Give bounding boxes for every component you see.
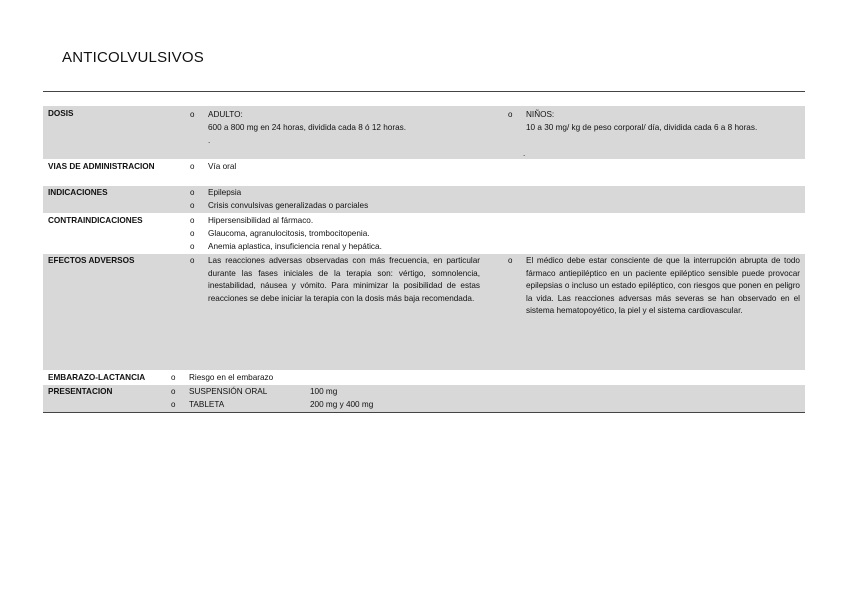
bullet-marker: o	[190, 216, 195, 225]
row-label-embarazo: EMBARAZO-LACTANCIA	[48, 373, 146, 382]
presentation-dose: 100 mg	[310, 387, 338, 396]
bullet-marker: o	[190, 229, 195, 238]
table-row-embarazo	[43, 370, 805, 385]
bullet-marker: o	[190, 201, 195, 210]
table-row-efectos	[43, 253, 805, 371]
child-dose-dot: .	[523, 149, 526, 158]
page-title: ANTICOLVULSIVOS	[62, 49, 204, 66]
bullet-marker: o	[508, 110, 513, 119]
adverse-effects-right: El médico debe estar consciente de que la interrupción abrupta de todo fármaco antiepiléptico en un paciente epiléptico sensible puede provocar epilepsias o incluso un estado epiléptico, con riesgos que ponen en peligro la vida. Las reacciones adversas más severas se han observado en el sistema hematopoyético, la piel y el sistema cardiovascular.	[526, 256, 800, 315]
adverse-effects-left: Las reacciones adversas observadas con más frecuencia, en particular durante las fases iniciales de la terapia son: vértigo, somnolencia, inestabilidad, náusea y vómito. Para minimizar la posibilidad de estas reacciones se debe iniciar la terapia con la dosis más baja recomendada.	[208, 256, 480, 303]
bullet-marker: o	[190, 242, 195, 251]
child-dose-heading: NIÑOS:	[526, 110, 555, 119]
row-label-efectos: EFECTOS ADVERSOS	[48, 256, 135, 265]
presentation-dose: 200 mg y 400 mg	[310, 400, 374, 409]
route-item: Vía oral	[208, 162, 237, 171]
table-row-presentacion	[43, 384, 805, 413]
row-label-vias: VIAS DE ADMINISTRACION	[48, 162, 155, 171]
presentation-name: SUSPENSIÓN ORAL	[189, 387, 268, 396]
row-label-contraindicaciones: CONTRAINDICACIONES	[48, 216, 143, 225]
contraindication-item: Anemia aplastica, insuficiencia renal y hepática.	[208, 242, 382, 251]
contraindication-item: Hipersensibilidad al fármaco.	[208, 216, 314, 225]
contraindication-item: Glaucoma, agranulocitosis, trombocitopenia.	[208, 229, 370, 238]
table-row-indicaciones	[43, 185, 805, 213]
table-top-rule	[43, 91, 805, 92]
row-label-dosis: DOSIS	[48, 109, 74, 118]
presentation-name: TABLETA	[189, 400, 225, 409]
adult-dose-text: 600 a 800 mg en 24 horas, dividida cada 8 ó 12 horas.	[208, 123, 407, 132]
row-label-presentacion: PRESENTACION	[48, 387, 113, 396]
indication-item: Crisis convulsivas generalizadas o parciales	[208, 201, 369, 210]
bullet-marker: o	[190, 110, 195, 119]
row-label-indicaciones: INDICACIONES	[48, 188, 108, 197]
bullet-marker: o	[190, 256, 195, 265]
bullet-marker: o	[190, 162, 195, 171]
indication-item: Epilepsia	[208, 188, 242, 197]
child-dose-text: 10 a 30 mg/ kg de peso corporal/ día, dividida cada 6 a 8 horas.	[526, 123, 758, 132]
bullet-marker: o	[171, 373, 176, 382]
table-row-dosis	[43, 105, 805, 159]
pregnancy-item: Riesgo en el embarazo	[189, 373, 274, 382]
bullet-marker: o	[508, 256, 513, 265]
bullet-marker: o	[171, 400, 176, 409]
adult-dose-dot: .	[208, 136, 211, 145]
bullet-marker: o	[190, 188, 195, 197]
table-row-contraindicaciones	[43, 213, 805, 254]
adult-dose-heading: ADULTO:	[208, 110, 243, 119]
table-row-vias	[43, 159, 805, 186]
bullet-marker: o	[171, 387, 176, 396]
